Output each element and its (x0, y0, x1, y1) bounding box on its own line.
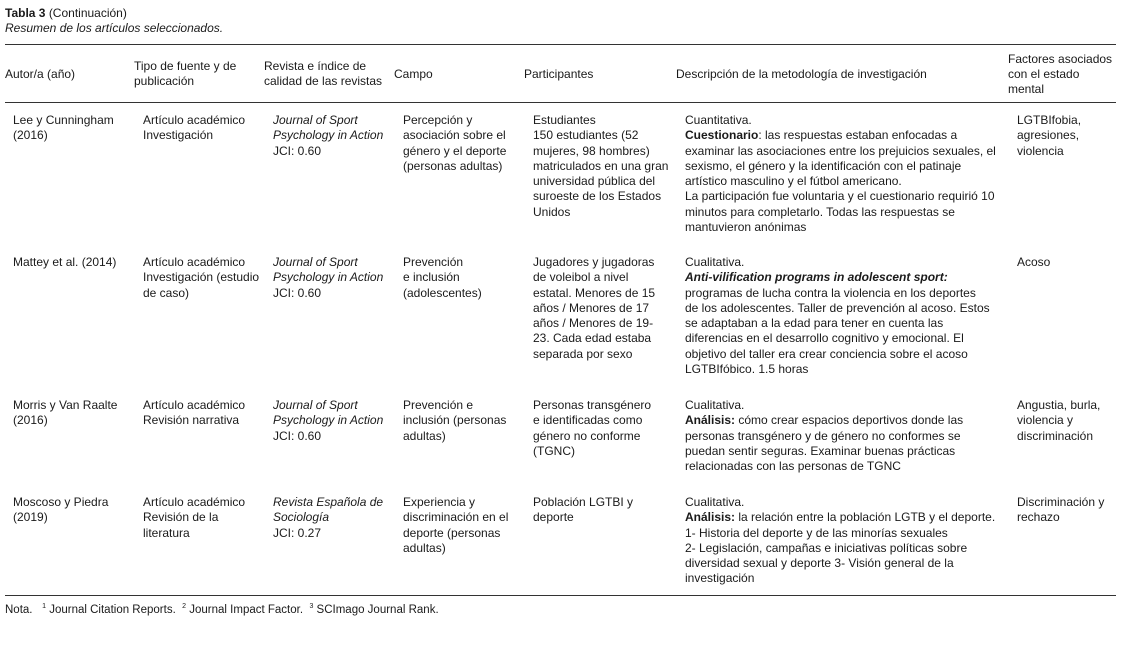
cell-methodology (685, 255, 991, 377)
method-description (685, 270, 991, 377)
cell-factors: LGTBIfobia, agresiones, violencia (1017, 113, 1082, 158)
bottom-rule (5, 595, 1116, 596)
cell-field: Percepción y asociación sobre el género y el deporte (personas adultas) (403, 113, 507, 173)
source-type-line: Investigación (143, 128, 214, 143)
cell-source-type (143, 398, 261, 429)
table-note (5, 603, 439, 618)
header-journal: Revista e índice de calidad de las revistas (264, 59, 383, 88)
journal-name: Journal of Sport Psychology in Action (273, 398, 384, 428)
method-type: Cualitativa. (685, 495, 745, 509)
source-type-line: Revisión de la literatura (143, 510, 219, 540)
source-type-line: Artículo académico (143, 255, 246, 269)
table-continuation: (Continuación) (48, 6, 127, 20)
method-label: Cuestionario (685, 128, 759, 143)
cell-journal (273, 255, 395, 301)
cell-participants: Personas transgénero e identificadas como género no conforme (TGNC) (533, 398, 652, 458)
journal-index: JCI: 0.60 (273, 428, 322, 443)
table-caption (5, 6, 223, 36)
note-item: Journal Impact Factor. (189, 604, 304, 616)
method-description (685, 510, 1003, 525)
cell-author: Moscoso y Piedra (2019) (13, 495, 109, 525)
cell-author: Morris y Van Raalte (2016) (13, 398, 118, 428)
method-type: Cuantitativa. (685, 113, 752, 127)
method-text: la relación entre la población LGTB y el deporte. (735, 510, 996, 525)
method-description (685, 128, 1003, 189)
field-line: e inclusión (adolescentes) (403, 270, 482, 300)
journal-name: Journal of Sport Psychology in Action (273, 255, 384, 285)
cell-author: Mattey et al. (2014) (13, 255, 117, 269)
method-text: : las respuestas estaban enfocadas a examinar las asociaciones entre los prejuicios sexuales, el sexismo, el género y la identificación con el patinaje artístico masculino y el fútbol americano. (685, 128, 996, 189)
journal-index: JCI: 0.27 (273, 525, 322, 540)
method-label: Análisis: (685, 413, 736, 428)
note-sup: 3 (309, 603, 314, 611)
method-description (685, 413, 985, 474)
method-type: Cualitativa. (685, 255, 745, 269)
source-type-line: Revisión narrativa (143, 413, 240, 428)
cell-methodology (685, 113, 1003, 235)
journal-index: JCI: 0.60 (273, 285, 322, 300)
header-author: Autor/a (año) (5, 67, 76, 81)
method-text: cómo crear espacios deportivos donde las personas transgénero y de género no conformes se puedan sentir seguras. Examinar buenas prácticas relacionadas con las personas de TGNC (685, 413, 964, 474)
note-label: Nota. (5, 604, 33, 616)
journal-index: JCI: 0.60 (273, 143, 322, 158)
cell-journal (273, 495, 395, 541)
source-type-line: Artículo académico (143, 113, 246, 127)
source-type-line: Investigación (estudio de caso) (143, 270, 260, 300)
cell-factors: Discriminación y rechazo (1017, 495, 1105, 525)
cell-journal (273, 398, 395, 444)
cell-methodology (685, 398, 985, 474)
method-list-item: 2- Legislación, campañas e iniciativas políticas sobre diversidad sexual y deporte 3- Visión general de la investigación (685, 540, 968, 586)
table-number: Tabla 3 (5, 6, 46, 20)
cell-field (403, 255, 521, 301)
source-type-line: Artículo académico (143, 495, 246, 509)
note-item: SCImago Journal Rank. (316, 604, 439, 616)
header-methodology: Descripción de la metodología de investigación (676, 67, 927, 81)
header-factors: Factores asociados con el estado mental (1008, 52, 1113, 96)
top-rule (5, 44, 1116, 45)
cell-journal (273, 113, 395, 159)
source-type-line: Artículo académico (143, 398, 246, 412)
table-title (5, 6, 223, 21)
method-extra: La participación fue voluntaria y el cuestionario requirió 10 minutos para completarlo. Todas las respuestas se mantuvieron anónimas (685, 189, 995, 235)
field-line: Prevención (403, 255, 464, 269)
participants-line: Estudiantes (533, 113, 596, 127)
cell-factors: Angustia, burla, violencia y discriminación (1017, 398, 1101, 443)
cell-source-type (143, 495, 261, 541)
cell-field: Prevención e inclusión (personas adultas) (403, 398, 507, 443)
cell-source-type (143, 113, 261, 144)
cell-participants (533, 113, 671, 220)
cell-field: Experiencia y discriminación en el deporte (personas adultas) (403, 495, 509, 555)
journal-name: Journal of Sport Psychology in Action (273, 113, 384, 143)
method-list-item: 1- Historia del deporte y de las minorías sexuales (685, 525, 948, 540)
method-label: Análisis: (685, 510, 736, 525)
cell-source-type (143, 255, 261, 301)
cell-author: Lee y Cunningham (2016) (13, 113, 114, 143)
journal-name: Revista Española de Sociología (273, 495, 384, 525)
cell-participants: Población LGTBI y deporte (533, 495, 634, 525)
header-rule (5, 102, 1116, 103)
cell-factors: Acoso (1017, 255, 1051, 269)
method-label: Anti-vilification programs in adolescent sport: (685, 270, 948, 285)
header-source-type: Tipo de fuente y de publicación (134, 59, 237, 88)
header-field: Campo (394, 67, 433, 81)
method-type: Cualitativa. (685, 398, 745, 412)
cell-participants: Jugadores y jugadoras de voleibol a nivel estatal. Menores de 15 años / Menores de 17 años / Menores de 19-23. Cada edad estaba separada por sexo (533, 255, 656, 361)
participants-line: 150 estudiantes (52 mujeres, 98 hombres) matriculados en una gran universidad pública del suroeste de los Estados Unidos (533, 128, 669, 219)
method-text: programas de lucha contra la violencia en los deportes de los adolescentes. Taller de prevención al acoso. Estos se adaptaban a la edad para tener en cuenta las diferencias en el desarrollo cognitivo y emocional. El objetivo del taller era crear conciencia sobre el acoso LGTBIfóbico. 1.5 horas (685, 285, 990, 377)
note-sup: 1 (42, 603, 46, 611)
note-sup: 2 (182, 603, 187, 611)
table-subtitle: Resumen de los artículos seleccionados. (5, 21, 224, 35)
cell-methodology (685, 495, 1003, 587)
header-participants: Participantes (524, 67, 594, 81)
note-item: Journal Citation Reports. (49, 604, 176, 616)
